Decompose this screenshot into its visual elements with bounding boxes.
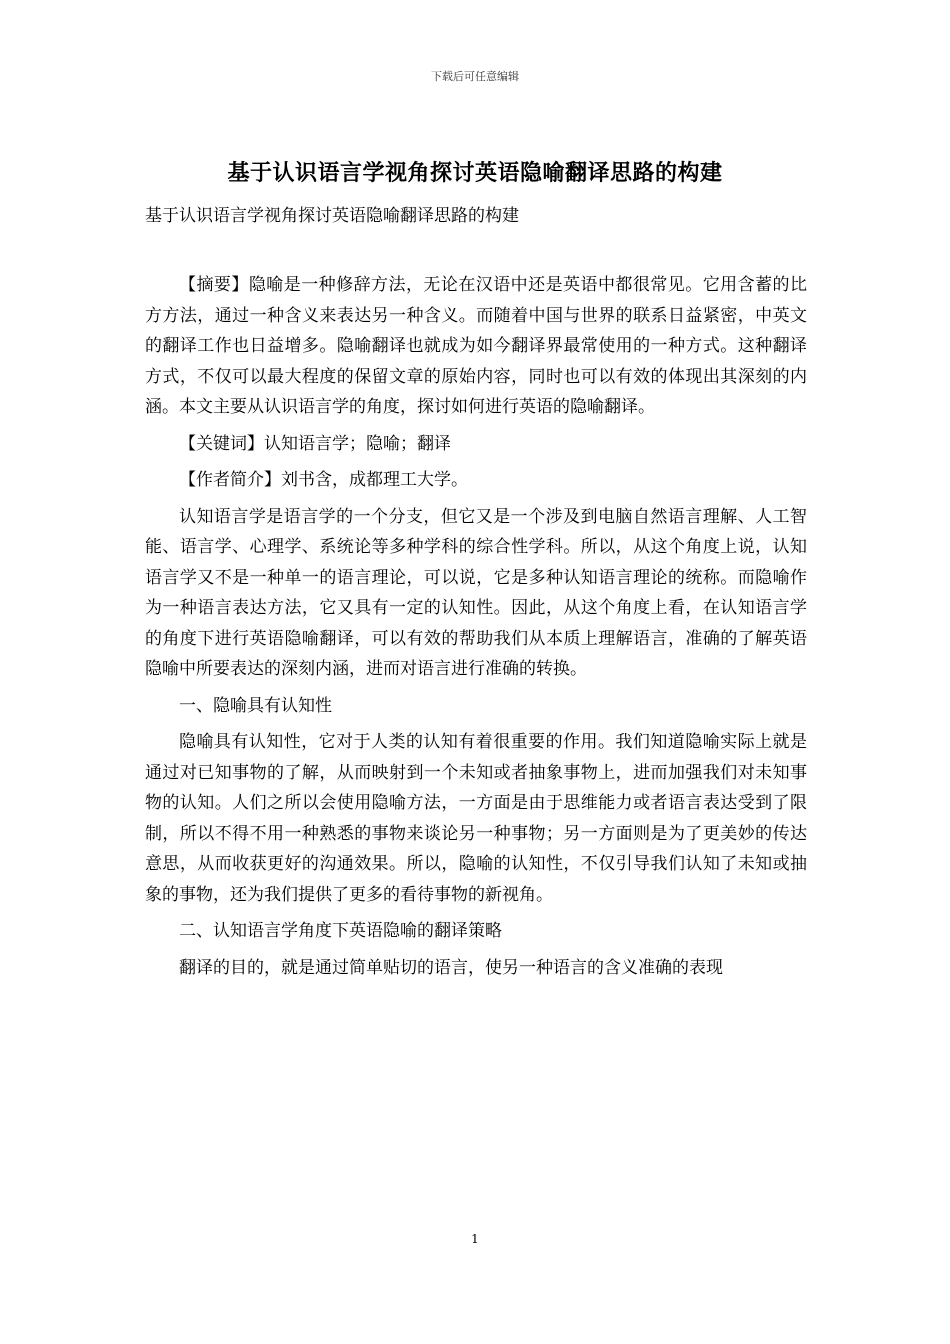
body-paragraph: 隐喻具有认知性，它对于人类的认知有着很重要的作用。我们知道隐喻实际上就是通过对已知事物的了解，从而映射到一个未知或者抽象事物上，进而加强我们对未知事物的认知。人们之所以会使用隐喻方法，一方面是由于思维能力或者语言表达受到了限制，所以不得不用一种熟悉的事物来谈论另一种事物；另一方面则是为了更美妙的传达意思，从而收获更好的沟通效果。所以，隐喻的认知性，不仅引导我们认知了未知或抽象的事物，还为我们提供了更多的看待事物的新视角。	[145, 732, 807, 905]
keywords-paragraph: 【关键词】认知语言学；隐喻；翻译	[179, 433, 451, 454]
document-title: 基于认识语言学视角探讨英语隐喻翻译思路的构建	[227, 160, 723, 186]
header-note: 下载后可任意编辑	[431, 70, 519, 83]
section-heading-2: 二、认知语言学角度下英语隐喻的翻译策略	[179, 921, 502, 941]
body-paragraph: 翻译的目的，就是通过简单贴切的语言，使另一种语言的含义准确的表现	[179, 957, 723, 978]
abstract-paragraph: 【摘要】隐喻是一种修辞方法，无论在汉语中还是英语中都很常见。它用含蓄的比方方法，通过一种含义来表达另一种含义。而随着中国与世界的联系日益紧密，中英文的翻译工作也日益增多。隐喻翻译也就成为如今翻译界最常使用的一种方式。这种翻译方式，不仅可以最大程度的保留文章的原始内容，同时也可以有效的体现出其深刻的内涵。本文主要从认识语言学的角度，探讨如何进行英语的隐喻翻译。	[145, 275, 807, 417]
author-paragraph: 【作者简介】刘书含，成都理工大学。	[179, 470, 468, 490]
document-subtitle: 基于认识语言学视角探讨英语隐喻翻译思路的构建	[145, 206, 519, 226]
page-number: 1	[471, 1232, 479, 1246]
body-paragraph: 认知语言学是语言学的一个分支，但它又是一个涉及到电脑自然语言理解、人工智能、语言学、心理学、系统论等多种学科的综合性学科。所以，从这个角度上说，认知语言学又不是一种单一的语言理论，可以说，它是多种认知语言理论的统称。而隐喻作为一种语言表达方法，它又具有一定的认知性。因此，从这个角度上看，在认知语言学的角度下进行英语隐喻翻译，可以有效的帮助我们从本质上理解语言，准确的了解英语隐喻中所要表达的深刻内涵，进而对语言进行准确的转换。	[145, 506, 807, 679]
document-body	[145, 270, 807, 989]
section-heading-1: 一、隐喻具有认知性	[179, 695, 332, 716]
